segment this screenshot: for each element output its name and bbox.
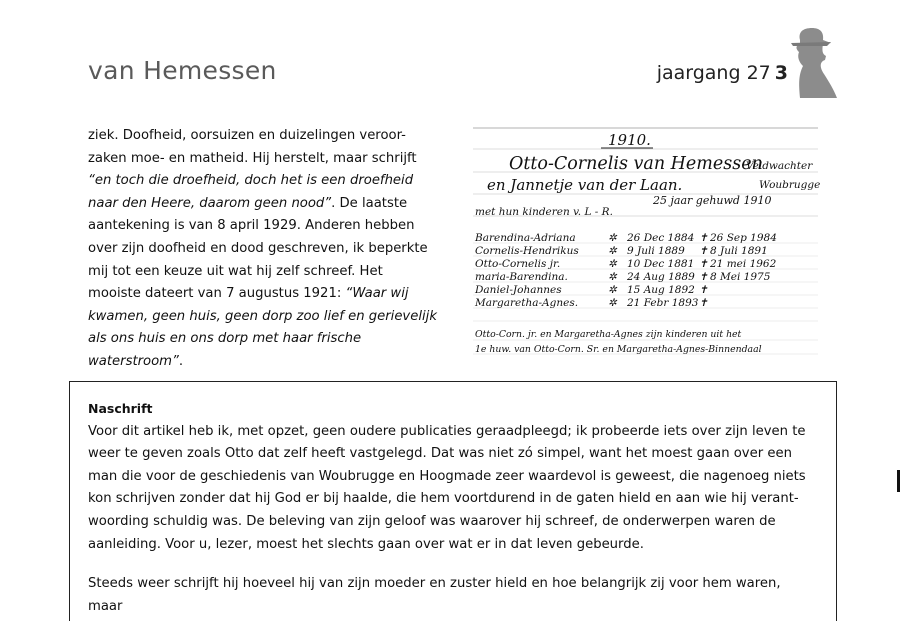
child-born: 26 Dec 1884 xyxy=(627,232,695,244)
child-name: Margaretha-Agnes. xyxy=(475,297,579,309)
register-head-1: Otto-Cornelis van Hemessen xyxy=(509,154,763,174)
naschrift-box xyxy=(69,381,837,621)
child-died: 26 Sep 1984 xyxy=(710,232,777,244)
naschrift-paragraph-1: Voor dit artikel heb ik, met opzet, geen oudere publicaties geraadpleegd; ik probeerde iets over zijn leven te weer te geven zoals Otto dat zelf heeft vastgelegd. Dat was niet zó simpel, want het moest gaan over een man die voor de geschiedenis van Woubrugge en Hoogmade zeer waardevol is geweest, die nagenoeg niets kon schrijven zonder dat hij God er bij haalde, die hem voortdurend in de gaten hield en aan wie hij verant-woording schuldig was. De beleving van zijn geloof was waarover hij schreef, de onderwerpen waren de aanleiding. Voor u, lezer, moest het slechts gaan over wat er in dat leven gebeurde. xyxy=(88,423,806,552)
child-name: maria-Barendina. xyxy=(475,271,568,283)
svg-text:✝: ✝ xyxy=(699,258,708,270)
child-born: 24 Aug 1889 xyxy=(627,271,695,283)
child-born: 15 Aug 1892 xyxy=(627,284,695,296)
intro-text-3: . xyxy=(178,353,184,369)
intro-quote-1: “en toch die droefheid, doch het is een droefheid naar den Heere, daarom geen nood” xyxy=(88,173,414,211)
intro-paragraph xyxy=(88,125,438,374)
child-died: 21 mei 1962 xyxy=(710,258,777,270)
child-born: 9 Juli 1889 xyxy=(627,245,685,257)
svg-text:✲: ✲ xyxy=(608,245,617,257)
child-died: 8 Juli 1891 xyxy=(710,245,768,257)
register-role: Veldwachter xyxy=(746,160,813,172)
svg-text:✝: ✝ xyxy=(699,271,708,283)
issue-indicator xyxy=(657,62,788,84)
naschrift-paragraph-2: Steeds weer schrijft hij hoeveel hij van zijn moeder en zuster hield en hoe belangrijk zij voor hem waren, maar xyxy=(88,576,781,614)
handwritten-family-register xyxy=(473,124,821,360)
child-name: Otto-Cornelis jr. xyxy=(475,258,561,270)
child-died: 8 Mei 1975 xyxy=(710,271,771,283)
register-footnote-1: Otto-Corn. jr. en Margaretha-Agnes zijn kinderen uit het xyxy=(475,329,742,340)
register-place: Woubrugge xyxy=(759,179,821,191)
naschrift-heading: Naschrift xyxy=(88,401,153,416)
register-subhead: met hun kinderen v. L - R. xyxy=(475,206,613,218)
svg-text:✝: ✝ xyxy=(699,297,708,309)
svg-text:✲: ✲ xyxy=(608,258,617,270)
register-anniversary: 25 jaar gehuwd 1910 xyxy=(653,194,772,207)
issue-label: jaargang 27 xyxy=(656,62,771,84)
child-born: 21 Febr 1893 xyxy=(627,297,699,309)
svg-text:✝: ✝ xyxy=(699,284,708,296)
svg-text:✲: ✲ xyxy=(608,271,617,283)
svg-text:✲: ✲ xyxy=(608,297,617,309)
child-name: Daniel-Johannes xyxy=(475,284,562,296)
svg-text:✝: ✝ xyxy=(699,245,708,257)
child-name: Barendina-Adriana xyxy=(475,232,576,244)
issue-number: 3 xyxy=(774,62,788,84)
register-footnote-2: 1e huw. van Otto-Corn. Sr. en Margaretha-Agnes-Binnendaal xyxy=(475,344,762,355)
register-head-2: en Jannetje van der Laan. xyxy=(487,176,683,194)
hat-man-silhouette-logo xyxy=(786,22,838,98)
svg-text:✝: ✝ xyxy=(699,232,708,244)
register-year: 1910. xyxy=(608,131,651,149)
intro-text-1: ziek. Doofheid, oorsuizen en duizelingen veroor-zaken moe- en matheid. Hij herstelt, maar schrijft xyxy=(88,128,417,166)
page-title: van Hemessen xyxy=(88,56,277,85)
svg-text:✲: ✲ xyxy=(608,232,617,244)
child-born: 10 Dec 1881 xyxy=(627,258,695,270)
intro-quote-2: “Waar wij kwamen, geen huis, geen dorp zoo lief en gerievelijk als ons huis en ons dorp met haar frische waterstroom” xyxy=(88,286,437,369)
intro-text-2: . De laatste aantekening is van 8 april 1929. Anderen hebben over zijn doofheid en dood geschreven, ik beperkte mij tot een keuze uit wat hij zelf schreef. Het mooiste dateert van 7 augustus 1921: xyxy=(88,195,428,302)
child-name: Cornelis-Hendrikus xyxy=(475,245,579,257)
svg-text:✲: ✲ xyxy=(608,284,617,296)
